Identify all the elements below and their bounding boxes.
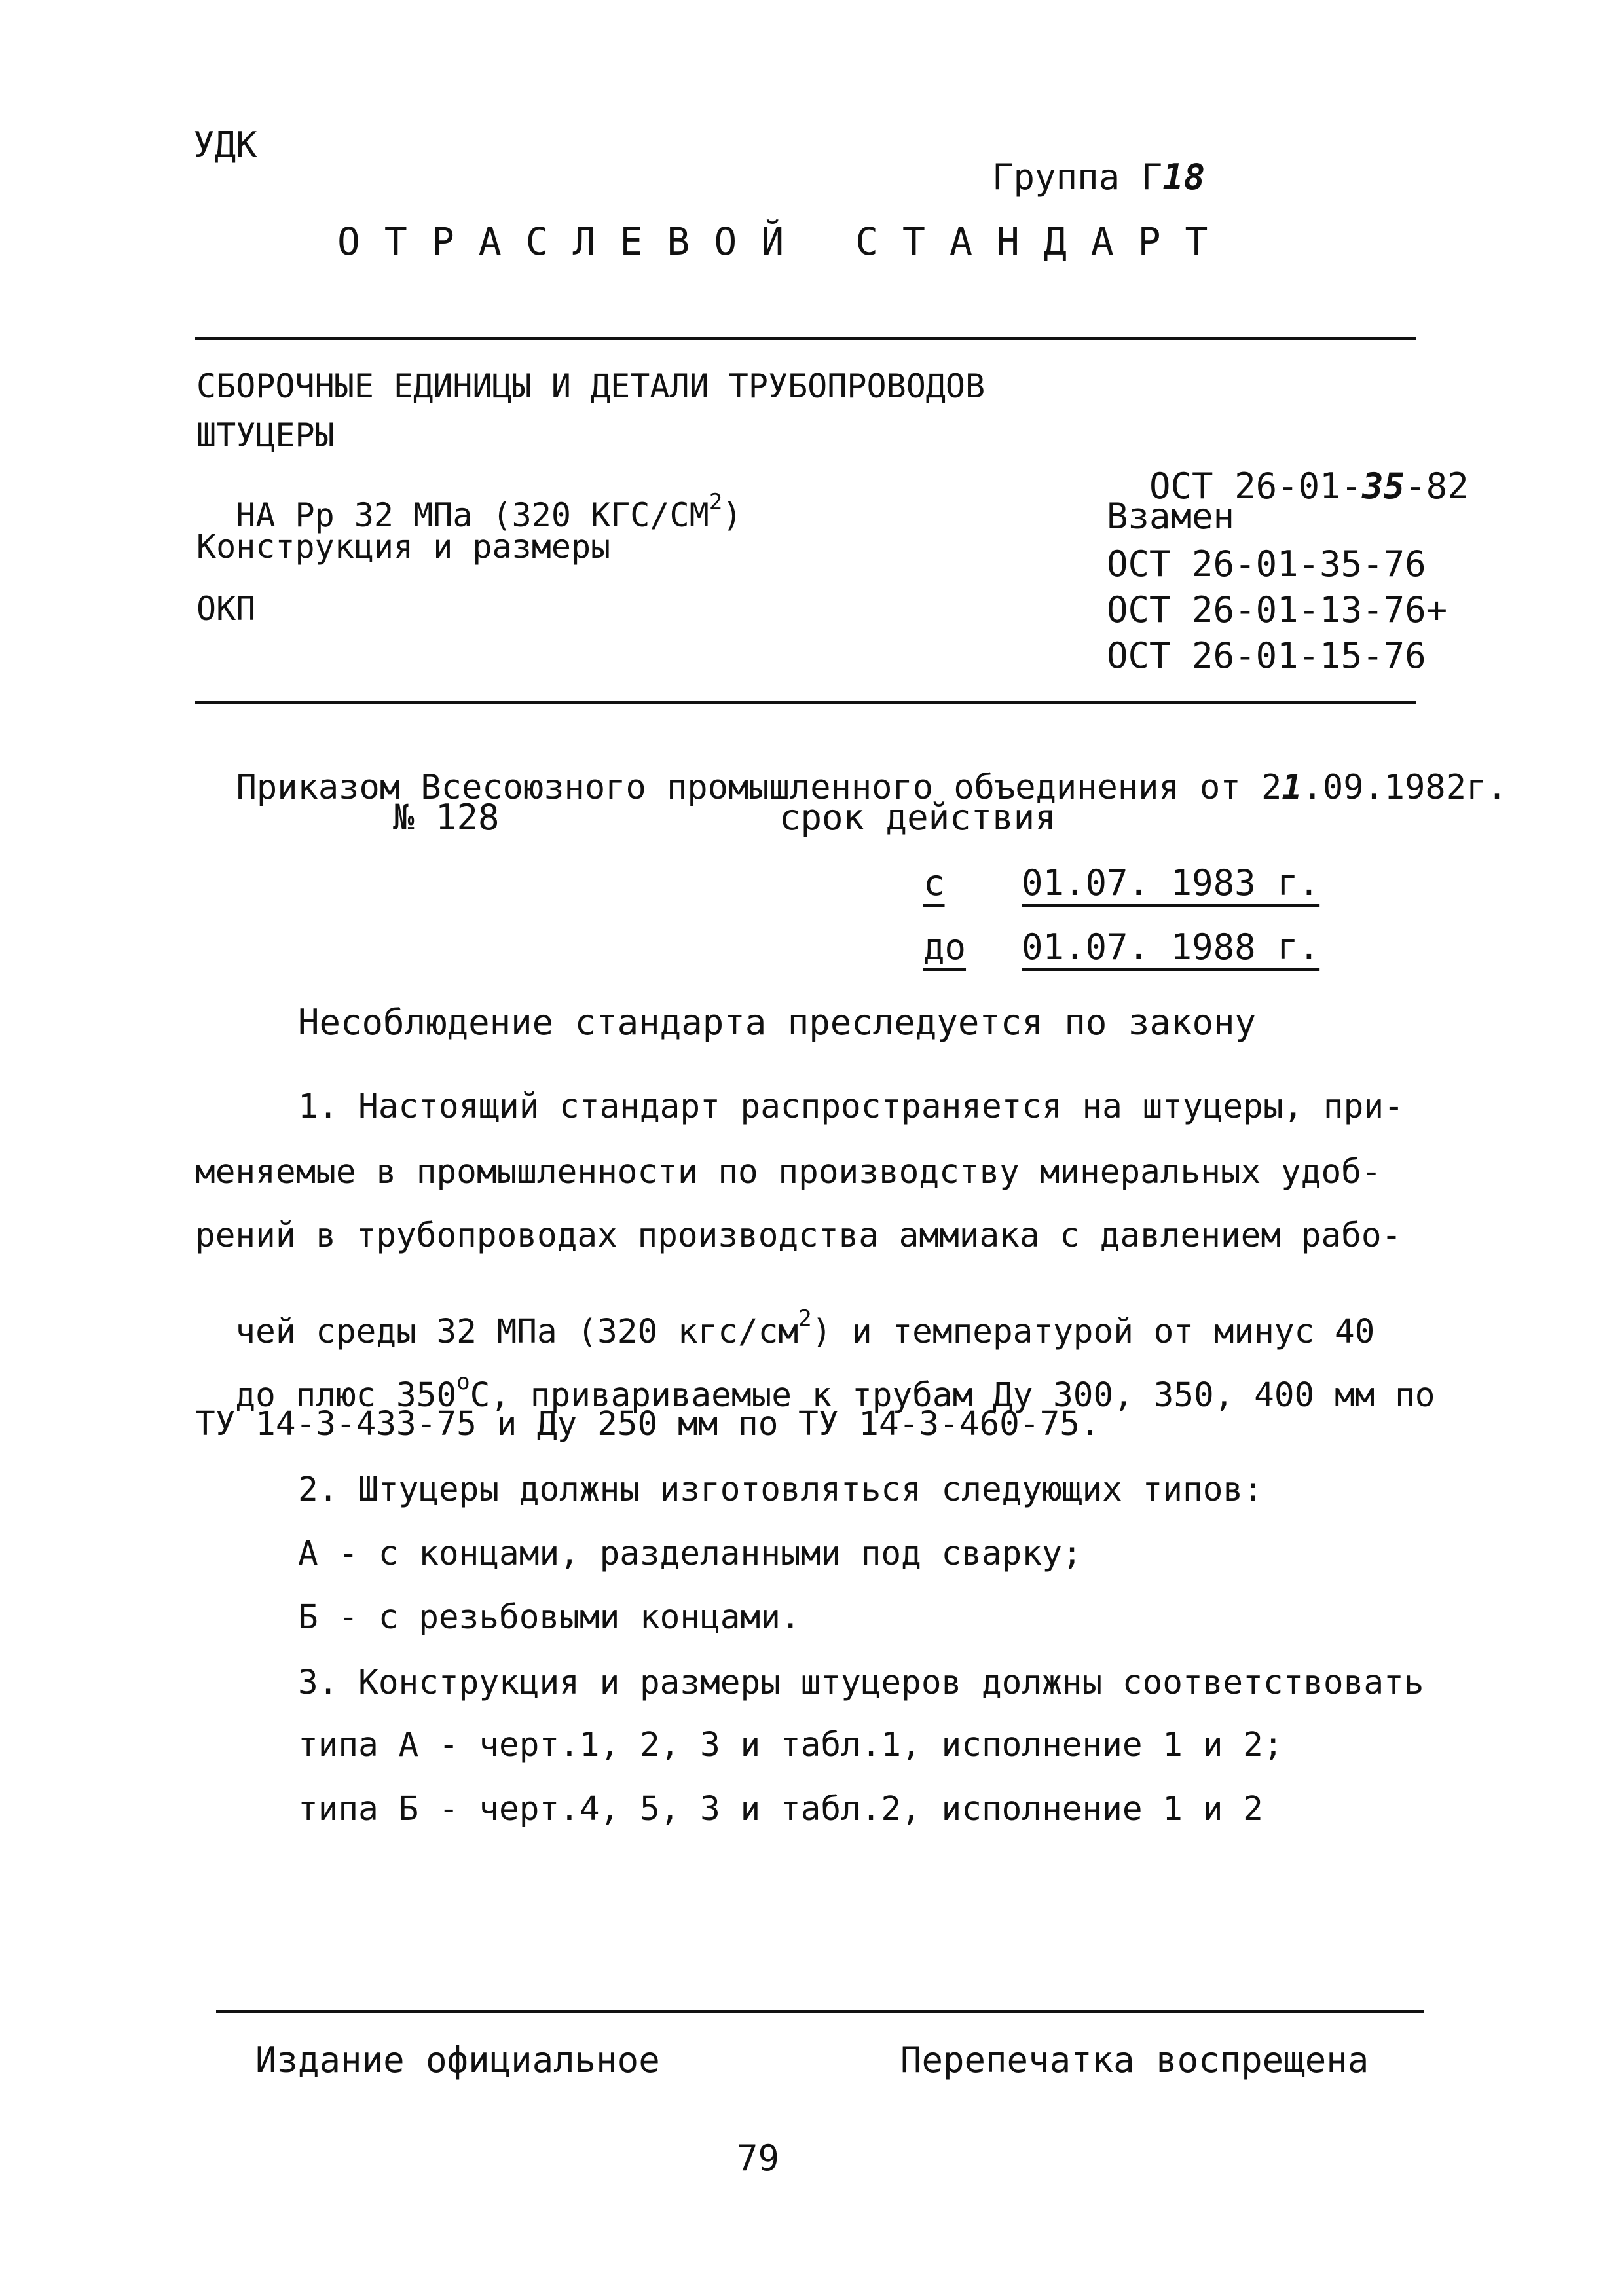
title-line-3 — [196, 466, 742, 532]
clause-1-line-1: 1. Настоящий стандарт распространяется на штуцеры, при- — [298, 1087, 1404, 1126]
replaced-standard-3: ОСТ 26-01-15-76 — [1107, 635, 1426, 676]
document-title: ОТРАСЛЕВОЙ СТАНДАРТ — [337, 219, 1232, 264]
title-line-3-main: НА Рр 32 МПа (320 КГС/СМ — [236, 496, 709, 534]
footer-reprint-notice: Перепечатка воспрещена — [900, 2039, 1369, 2081]
clause-1-line-4-rest: ) и температурой от минус 40 — [811, 1313, 1375, 1351]
validity-label: срок действия — [779, 797, 1056, 838]
valid-from-date: 01.07. 1983 г. — [1022, 862, 1320, 903]
valid-from-label: с — [923, 862, 945, 903]
clause-3-line-3: типа Б - черт.4, 5, 3 и табл.2, исполнение 1 и 2 — [298, 1790, 1263, 1829]
clause-3-line-1: 3. Конструкция и размеры штуцеров должны соответствовать — [298, 1664, 1424, 1702]
standard-code-prefix: ОСТ 26-01- — [1149, 465, 1363, 507]
order-date-rest: .09.1982г. — [1302, 768, 1507, 807]
title-line-5: ОКП — [196, 590, 256, 628]
clause-1-line-5-rest: С, привариваемые к трубам Ду 300, 350, 400 мм по — [470, 1376, 1435, 1415]
page-number: 79 — [737, 2138, 780, 2179]
title-line-1: СБОРОЧНЫЕ ЕДИНИЦЫ И ДЕТАЛИ ТРУБОПРОВОДОВ — [196, 367, 986, 405]
standard-code-suffix: -82 — [1405, 465, 1469, 507]
valid-to-label: до — [923, 926, 967, 968]
order-day-digit: 1 — [1282, 768, 1302, 807]
title-line-4: Конструкция и размеры — [196, 528, 611, 566]
clause-1-line-6: ТУ 14-3-433-75 и Ду 250 мм по ТУ 14-3-460-75. — [195, 1405, 1100, 1444]
clause-2: 2. Штуцеры должны изготовляться следующих типов: — [298, 1470, 1263, 1509]
clause-1-line-3: рений в трубопроводах производства аммиака с давлением рабо- — [195, 1216, 1402, 1255]
clause-1-line-4-sup: 2 — [798, 1305, 812, 1332]
middle-rule — [195, 701, 1416, 704]
clause-1-line-2: меняемые в промышленности по производству минеральных удоб- — [195, 1153, 1382, 1192]
clause-1-line-4 — [195, 1282, 1375, 1349]
replaced-standard-1: ОСТ 26-01-35-76 — [1107, 543, 1426, 585]
order-text: Приказом Всесоюзного промышленного объединения от 2 — [236, 768, 1282, 807]
footer-edition: Издание официальное — [255, 2039, 660, 2081]
replaces-label: Взамен — [1107, 496, 1235, 537]
replaced-standard-2: ОСТ 26-01-13-76+ — [1107, 589, 1448, 630]
standard-code — [1107, 433, 1469, 507]
title-line-3-close: ) — [722, 496, 743, 534]
title-line-2: ШТУЦЕРЫ — [196, 416, 335, 454]
order-number: № 128 — [393, 797, 500, 838]
udk-label: УДК — [193, 124, 257, 166]
top-rule — [195, 337, 1416, 340]
clause-2-type-b: Б - с резьбовыми концами. — [298, 1598, 801, 1637]
group-label-text: Группа Г — [992, 156, 1163, 198]
clause-1-line-5-sup: о — [456, 1369, 470, 1395]
legal-notice: Несоблюдение стандарта преследуется по закону — [298, 1002, 1256, 1043]
clause-3-line-2: типа А - черт.1, 2, 3 и табл.1, исполнение 1 и 2; — [298, 1726, 1283, 1764]
footer-rule — [216, 2010, 1424, 2013]
clause-1-line-5 — [195, 1345, 1435, 1415]
clause-2-type-a: А - с концами, разделанными под сварку; — [298, 1535, 1082, 1573]
standard-code-number: 35 — [1362, 465, 1405, 507]
valid-to-date: 01.07. 1988 г. — [1022, 926, 1320, 968]
clause-1-line-4-main: чей среды 32 МПа (320 кгс/см — [235, 1313, 799, 1351]
group-label — [950, 124, 1206, 198]
title-line-3-sup: 2 — [709, 489, 723, 515]
order-line — [195, 737, 1507, 805]
group-code: 18 — [1162, 156, 1206, 198]
clause-1-line-5-main: до плюс 350 — [235, 1376, 457, 1415]
